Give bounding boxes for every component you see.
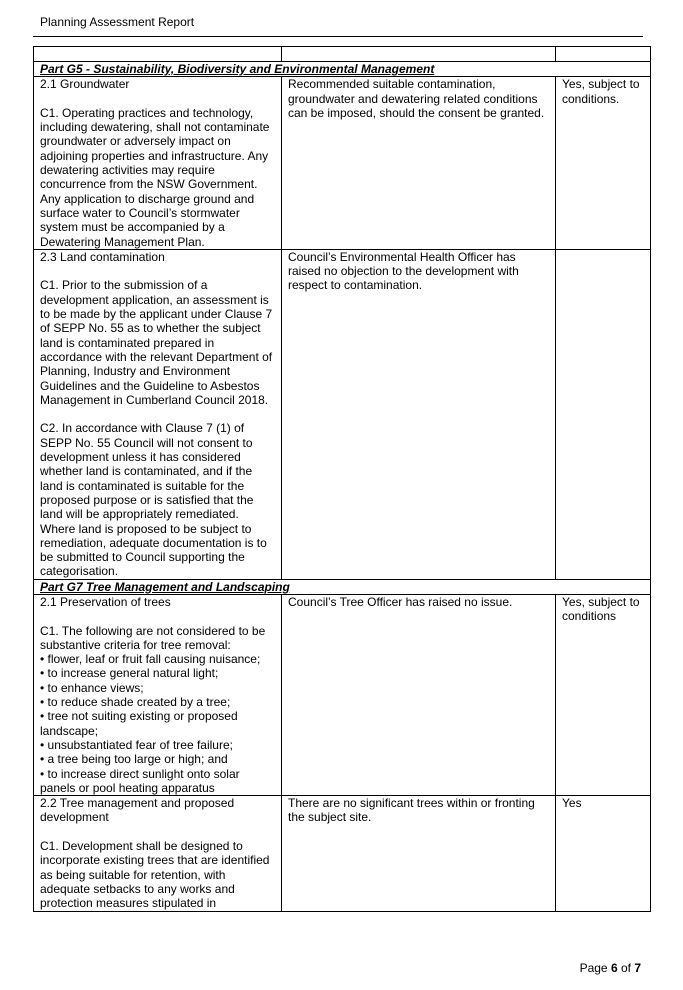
table-cell <box>282 47 556 62</box>
bullet-item: • unsubstantiated fear of tree failure; <box>40 737 233 752</box>
control-paragraph: C1. Operating practices and technology, including dewatering, shall not contaminate groundwater or adversely impact on adjoining properties and infrastructure. Any dewatering activities may require concurrence from the NSW Government. Any application to discharge ground and surface water to Council’s stormwater system must be accompanied by a Dewatering Management Plan. <box>40 105 270 249</box>
page-total: 7 <box>634 961 641 975</box>
control-title: 2.3 Land contamination <box>40 249 165 264</box>
section-heading-g5: Part G5 - Sustainability, Biodiversity and Environmental Management <box>34 62 651 77</box>
bullet-item: • to reduce shade created by a tree; <box>40 695 231 710</box>
control-paragraph: C1. Prior to the submission of a development application, an assessment is to be made by the applicant under Clause 7 of SEPP No. 55 as to whether the subject land is contaminated prepared in accordance with the relevant Department of Planning, Industry and Environment Guidelines and the Guideline to Asbestos Management in Cumberland Council 2018. <box>40 278 273 407</box>
table-cell <box>34 47 282 62</box>
page-of: of <box>617 961 635 975</box>
table-spacer-row <box>34 47 651 62</box>
control-title: 2.2 Tree management and proposed development <box>40 796 235 825</box>
control-paragraph: C2. In accordance with Clause 7 (1) of SEPP No. 55 Council will not consent to development unless it has considered whether land is contaminated, and if the land is contaminated is suitable for the proposed purpose or is satisfied that the land will be appropriately remediated. Where land is proposed to be subject to remediation, adequate documentation is to be submitted to Council supporting the categorisation. <box>40 421 267 579</box>
report-header-title: Planning Assessment Report <box>40 15 195 29</box>
section-heading-row <box>34 579 651 594</box>
compliance-cell: Yes, subject to conditions <box>556 594 651 795</box>
page-number <box>580 961 641 975</box>
bullet-item: • a tree being too large or high; and <box>40 752 228 767</box>
section-heading-g7: Part G7 Tree Management and Landscaping <box>34 579 651 594</box>
bullet-item: • to enhance views; <box>40 680 144 695</box>
bullet-item: • flower, leaf or fruit fall causing nuisance; <box>40 652 261 667</box>
comment-cell: There are no significant trees within or fronting the subject site. <box>282 796 556 911</box>
header-rule <box>33 36 643 37</box>
table-cell <box>556 47 651 62</box>
table-row <box>34 77 651 250</box>
control-title: 2.1 Preservation of trees <box>40 594 171 609</box>
comment-cell: Council’s Environmental Health Officer has raised no objection to the development with respect to contamination. <box>282 249 556 579</box>
table-row <box>34 594 651 795</box>
control-title: 2.1 Groundwater <box>40 77 130 92</box>
page-prefix: Page <box>579 961 611 975</box>
control-cell <box>34 249 282 579</box>
compliance-cell: Yes <box>556 796 651 911</box>
control-cell <box>34 77 282 250</box>
comment-cell: Recommended suitable contamination, groundwater and dewatering related conditions can be imposed, should the consent be granted. <box>282 77 556 250</box>
control-cell <box>34 594 282 795</box>
bullet-item: • to increase general natural light; <box>40 666 219 681</box>
comment-cell: Council’s Tree Officer has raised no issue. <box>282 594 556 795</box>
section-heading-row <box>34 62 651 77</box>
bullet-item: • tree not suiting existing or proposed landscape; <box>40 709 238 738</box>
table-row <box>34 796 651 911</box>
bullet-item: • to increase direct sunlight onto solar panels or pool heating apparatus <box>40 766 240 795</box>
compliance-cell: Yes, subject to conditions. <box>556 77 651 250</box>
control-paragraph: C1. The following are not considered to be substantive criteria for tree removal: <box>40 623 266 652</box>
control-cell <box>34 796 282 911</box>
page-current: 6 <box>610 961 618 975</box>
table-row <box>34 249 651 579</box>
assessment-table <box>33 46 651 912</box>
control-paragraph: C1. Development shall be designed to incorporate existing trees that are identified as being suitable for retention, with adequate setbacks to any works and protection measures stipulated in <box>40 839 270 911</box>
compliance-cell <box>556 249 651 579</box>
